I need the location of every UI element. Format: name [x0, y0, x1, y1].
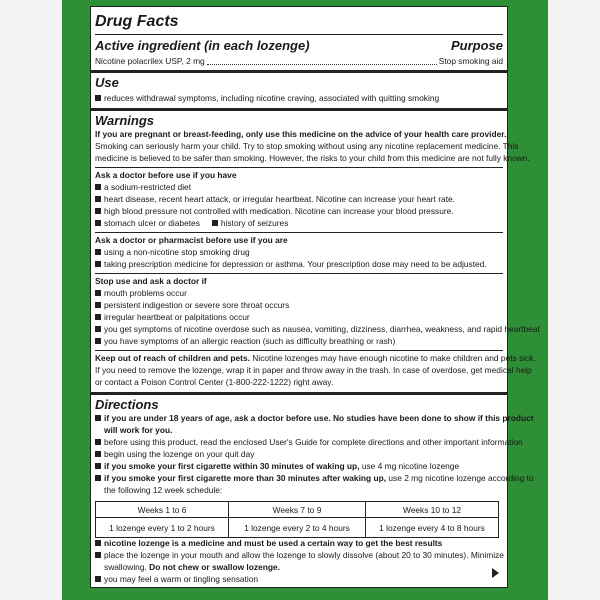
list-item: if you smoke your first cigarette within 30 minutes of waking up, use 4 mg nicotine lozenge	[95, 461, 503, 473]
list-item: you get symptoms of nicotine overdose such as nausea, vomiting, dizziness, diarrhea, weakness, and rapid heartbeat	[95, 324, 503, 336]
bullet	[95, 208, 101, 214]
use-item: reduces withdrawal symptoms, including nicotine craving, associated with quitting smoking	[95, 93, 503, 105]
ingredient-row	[95, 56, 503, 68]
bullet	[95, 439, 101, 445]
bullet	[95, 463, 101, 469]
divider	[91, 392, 507, 395]
stop-use-header: Stop use and ask a doctor if	[95, 276, 207, 286]
bullet	[95, 261, 101, 267]
bullet	[95, 95, 101, 101]
list-item: if you smoke your first cigarette more than 30 minutes after waking up, use 2 mg nicotine lozenge according to	[95, 473, 503, 485]
drug-facts-panel	[90, 6, 540, 588]
drug-facts-title: Drug Facts	[95, 13, 179, 30]
bullet	[212, 220, 218, 226]
list-item: heart disease, recent heart attack, or irregular heartbeat. Nicotine can increase your heart rate.	[95, 194, 503, 206]
active-ingredient-header: Active ingredient (in each lozenge)	[95, 38, 310, 53]
bullet	[95, 302, 101, 308]
ask-pharmacist-header: Ask a doctor or pharmacist before use if you are	[95, 235, 288, 245]
pregnant-warning: If you are pregnant or breast-feeding, only use this medicine on the advice of your health care provider.	[95, 129, 507, 139]
divider	[95, 350, 503, 351]
ingredient-purpose: Stop smoking aid	[438, 56, 503, 66]
bullet	[95, 196, 101, 202]
table-cell: 1 lozenge every 2 to 4 hours	[228, 518, 365, 538]
table-row	[96, 502, 499, 518]
table-header-cell: Weeks 1 to 6	[96, 502, 229, 518]
list-item: using a non-nicotine stop smoking drug	[95, 247, 503, 259]
divider	[91, 108, 507, 111]
dot-leader	[207, 56, 437, 65]
divider	[95, 232, 503, 233]
list-item-cont: the following 12 week schedule:	[104, 485, 223, 495]
list-item: irregular heartbeat or palpitations occur	[95, 312, 503, 324]
continue-arrow-icon	[492, 568, 499, 578]
bullet	[95, 249, 101, 255]
warnings-header: Warnings	[95, 113, 154, 128]
list-item-pair: stomach ulcer or diabetes history of seizures	[95, 218, 503, 230]
list-item: before using this product, read the enclosed User's Guide for complete directions and other important information	[95, 437, 503, 449]
list-item-cont: swallowing. Do not chew or swallow lozenge.	[104, 562, 280, 572]
bullet	[95, 540, 101, 546]
list-item: you have symptoms of an allergic reaction (such as difficulty breathing or rash)	[95, 336, 503, 348]
directions-header: Directions	[95, 397, 159, 412]
list-item: place the lozenge in your mouth and allow the lozenge to slowly dissolve (about 20 to 30 minutes). Minimize	[95, 550, 503, 562]
list-item: begin using the lozenge on your quit day	[95, 449, 503, 461]
list-item-cont: will work for you.	[104, 425, 173, 435]
bullet	[95, 220, 101, 226]
list-item: high blood pressure not controlled with medication. Nicotine can increase your blood pressure.	[95, 206, 503, 218]
pregnant-text: Smoking can seriously harm your child. Try to stop smoking without using any nicotine replacement medicine. This	[95, 141, 519, 151]
bullet	[95, 451, 101, 457]
list-item: a sodium-restricted diet	[95, 182, 503, 194]
bullet	[95, 290, 101, 296]
purpose-header: Purpose	[450, 38, 503, 53]
list-item: mouth problems occur	[95, 288, 503, 300]
keep-out-text: If you need to remove the lozenge, wrap it in paper and throw away in the trash. In case of overdose, get medical help	[95, 365, 532, 375]
list-item: taking prescription medicine for depression or asthma. Your prescription dose may need to be adjusted.	[95, 259, 503, 271]
ask-doctor-header: Ask a doctor before use if you have	[95, 170, 237, 180]
table-header-cell: Weeks 7 to 9	[228, 502, 365, 518]
bullet	[95, 326, 101, 332]
ingredient-name: Nicotine polacrilex USP, 2 mg	[95, 56, 205, 66]
divider	[95, 273, 503, 274]
divider	[95, 167, 503, 168]
use-header: Use	[95, 75, 119, 90]
bullet	[95, 184, 101, 190]
list-item: persistent indigestion or severe sore throat occurs	[95, 300, 503, 312]
keep-out-line: Keep out of reach of children and pets. Nicotine lozenges may have enough nicotine to make children and pets sick.	[95, 353, 536, 363]
bullet	[95, 314, 101, 320]
list-item: nicotine lozenge is a medicine and must be used a certain way to get the best results	[95, 538, 503, 550]
bullet	[95, 475, 101, 481]
table-header-cell: Weeks 10 to 12	[366, 502, 499, 518]
bullet	[95, 338, 101, 344]
divider	[91, 70, 507, 73]
table-row	[96, 518, 499, 538]
table-cell: 1 lozenge every 4 to 8 hours	[366, 518, 499, 538]
table-cell: 1 lozenge every 1 to 2 hours	[96, 518, 229, 538]
schedule-table	[95, 501, 499, 538]
divider	[95, 34, 503, 35]
list-item: if you are under 18 years of age, ask a doctor before use. No studies have been done to show if this product	[95, 413, 503, 425]
pregnant-text: medicine is believed to be safer than smoking. However, the risks to your child from this medicine are not fully known.	[95, 153, 530, 163]
bullet	[95, 576, 101, 582]
bullet	[95, 415, 101, 421]
list-item: you may feel a warm or tingling sensation	[95, 574, 503, 586]
bullet	[95, 552, 101, 558]
keep-out-text: or contact a Poison Control Center (1-800-222-1222) right away.	[95, 377, 334, 387]
